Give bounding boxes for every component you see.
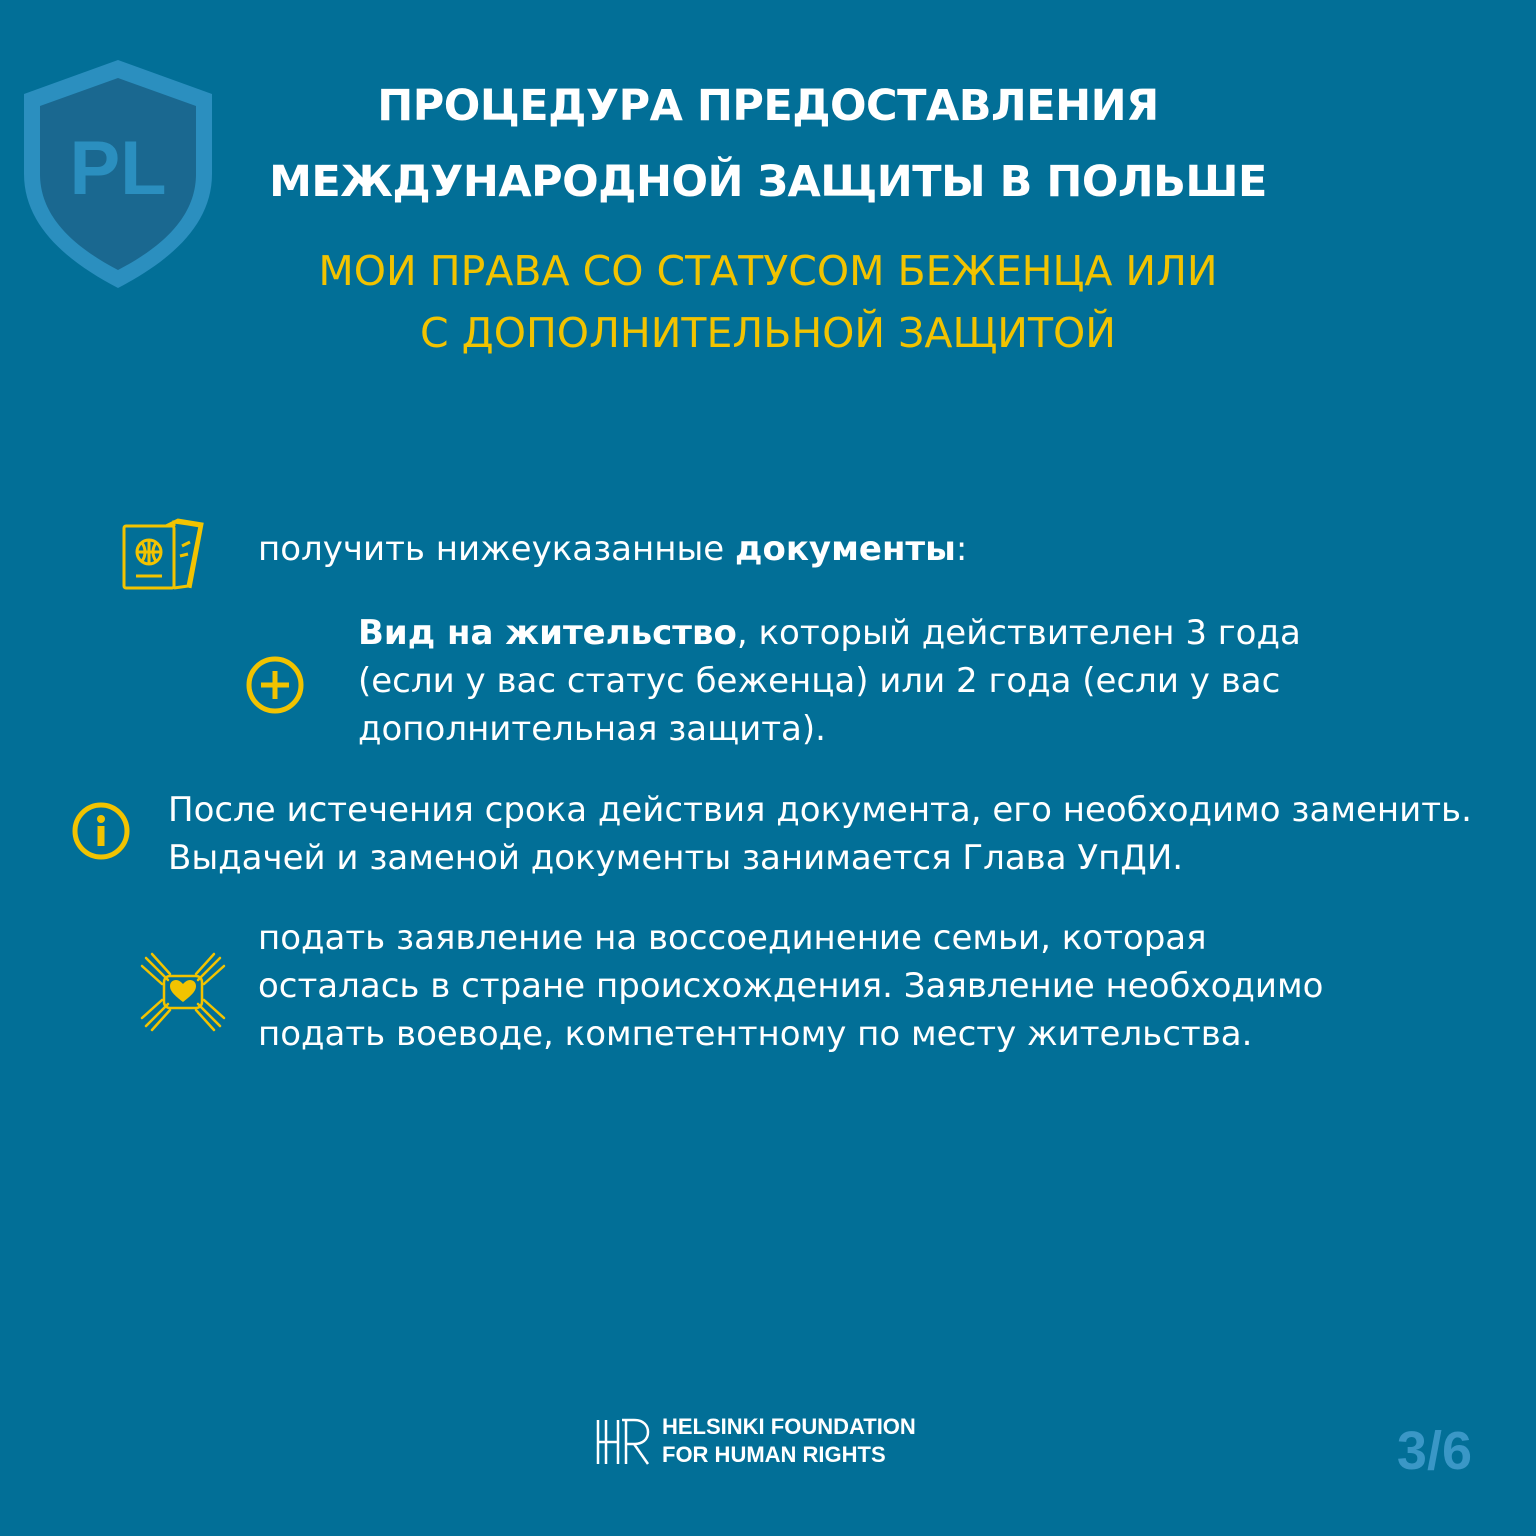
info-icon (70, 800, 132, 862)
page-title (170, 68, 1366, 220)
documents-bold: документы (735, 529, 956, 569)
page-subtitle (170, 240, 1366, 364)
residence-bold: Вид на жительство (358, 613, 737, 653)
documents-text: получить нижеуказанные документы: (258, 529, 968, 569)
residence-text: Вид на жительство, который действителен 3 года (если у вас статус беженца) или 2 года (если у вас дополнительная защита). (358, 613, 1301, 749)
subtitle-line-1: МОИ ПРАВА СО СТАТУСОМ БЕЖЕНЦА ИЛИ (318, 247, 1218, 295)
subtitle-line-2: С ДОПОЛНИТЕЛЬНОЙ ЗАЩИТОЙ (420, 309, 1116, 357)
info-text: После истечения срока действия документа, его необходимо заменить. Выдачей и заменой документы занимается Глава УпДИ. (168, 790, 1472, 878)
hr-logo-icon (592, 1414, 652, 1470)
title-line-2: МЕЖДУНАРОДНОЙ ЗАЩИТЫ В ПОЛЬШЕ (269, 157, 1267, 207)
plus-circle-icon (244, 654, 306, 716)
family-hands-icon (138, 950, 228, 1034)
passport-icon (118, 516, 206, 592)
pl-badge-text: PL (69, 126, 167, 211)
title-line-1: ПРОЦЕДУРА ПРЕДОСТАВЛЕНИЯ (377, 81, 1159, 131)
footer-org-name: HELSINKI FOUNDATION FOR HUMAN RIGHTS (662, 1414, 916, 1467)
page-number: 3/6 (1396, 1421, 1472, 1481)
family-text: подать заявление на воссоединение семьи, которая осталась в стране происхождения. Заявление необходимо подать воеводе, компетентному по месту жительства. (258, 918, 1324, 1054)
